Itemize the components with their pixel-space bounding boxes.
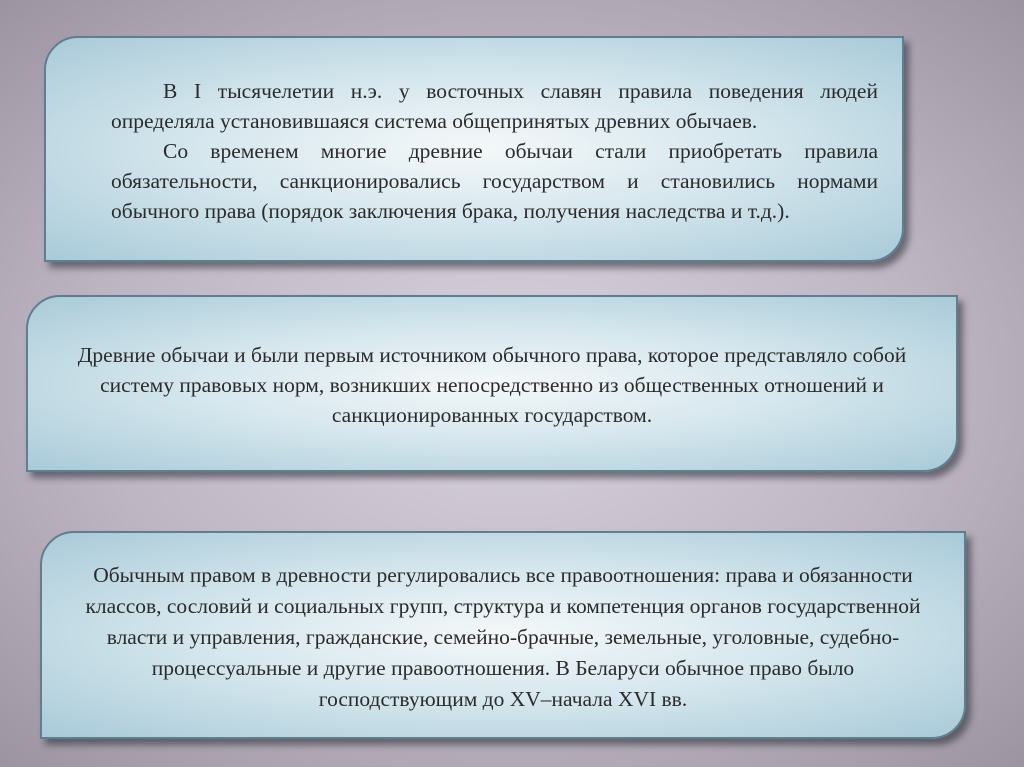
paragraph-customs-sanction: Со временем многие древние обычаи стали приобретать правила обязательности, санкционировались государством и становились нормами обычного права (порядок заключения брака, получения наследства и т.д.). — [111, 139, 878, 223]
paragraph-customary-law: Обычным правом в древности регулировались все правоотношения: права и обязанности классов, сословий и социальных групп, структура и компетенция органов государственной власти и управления, гражданские, семейно-брачные, земельные, уголовные, судебно-процессуальные и другие правоотношения. В Беларуси обычное право было господствующим до XV–начала XVI вв. — [85, 563, 921, 711]
text-block-slavic-customs — [44, 36, 904, 262]
paragraph-customs-origin: В I тысячелетии н.э. у восточных славян правила поведения людей определяла установившаяся система общепринятых древних обычаев. — [111, 79, 878, 133]
text-block-customary-law — [40, 531, 966, 739]
paragraph-first-source: Древние обычаи и были первым источником обычного права, которое представляло собой систему правовых норм, возникших непосредственно из общественных отношений и санкционированных государством. — [77, 343, 907, 427]
text-block-first-source — [26, 295, 958, 472]
